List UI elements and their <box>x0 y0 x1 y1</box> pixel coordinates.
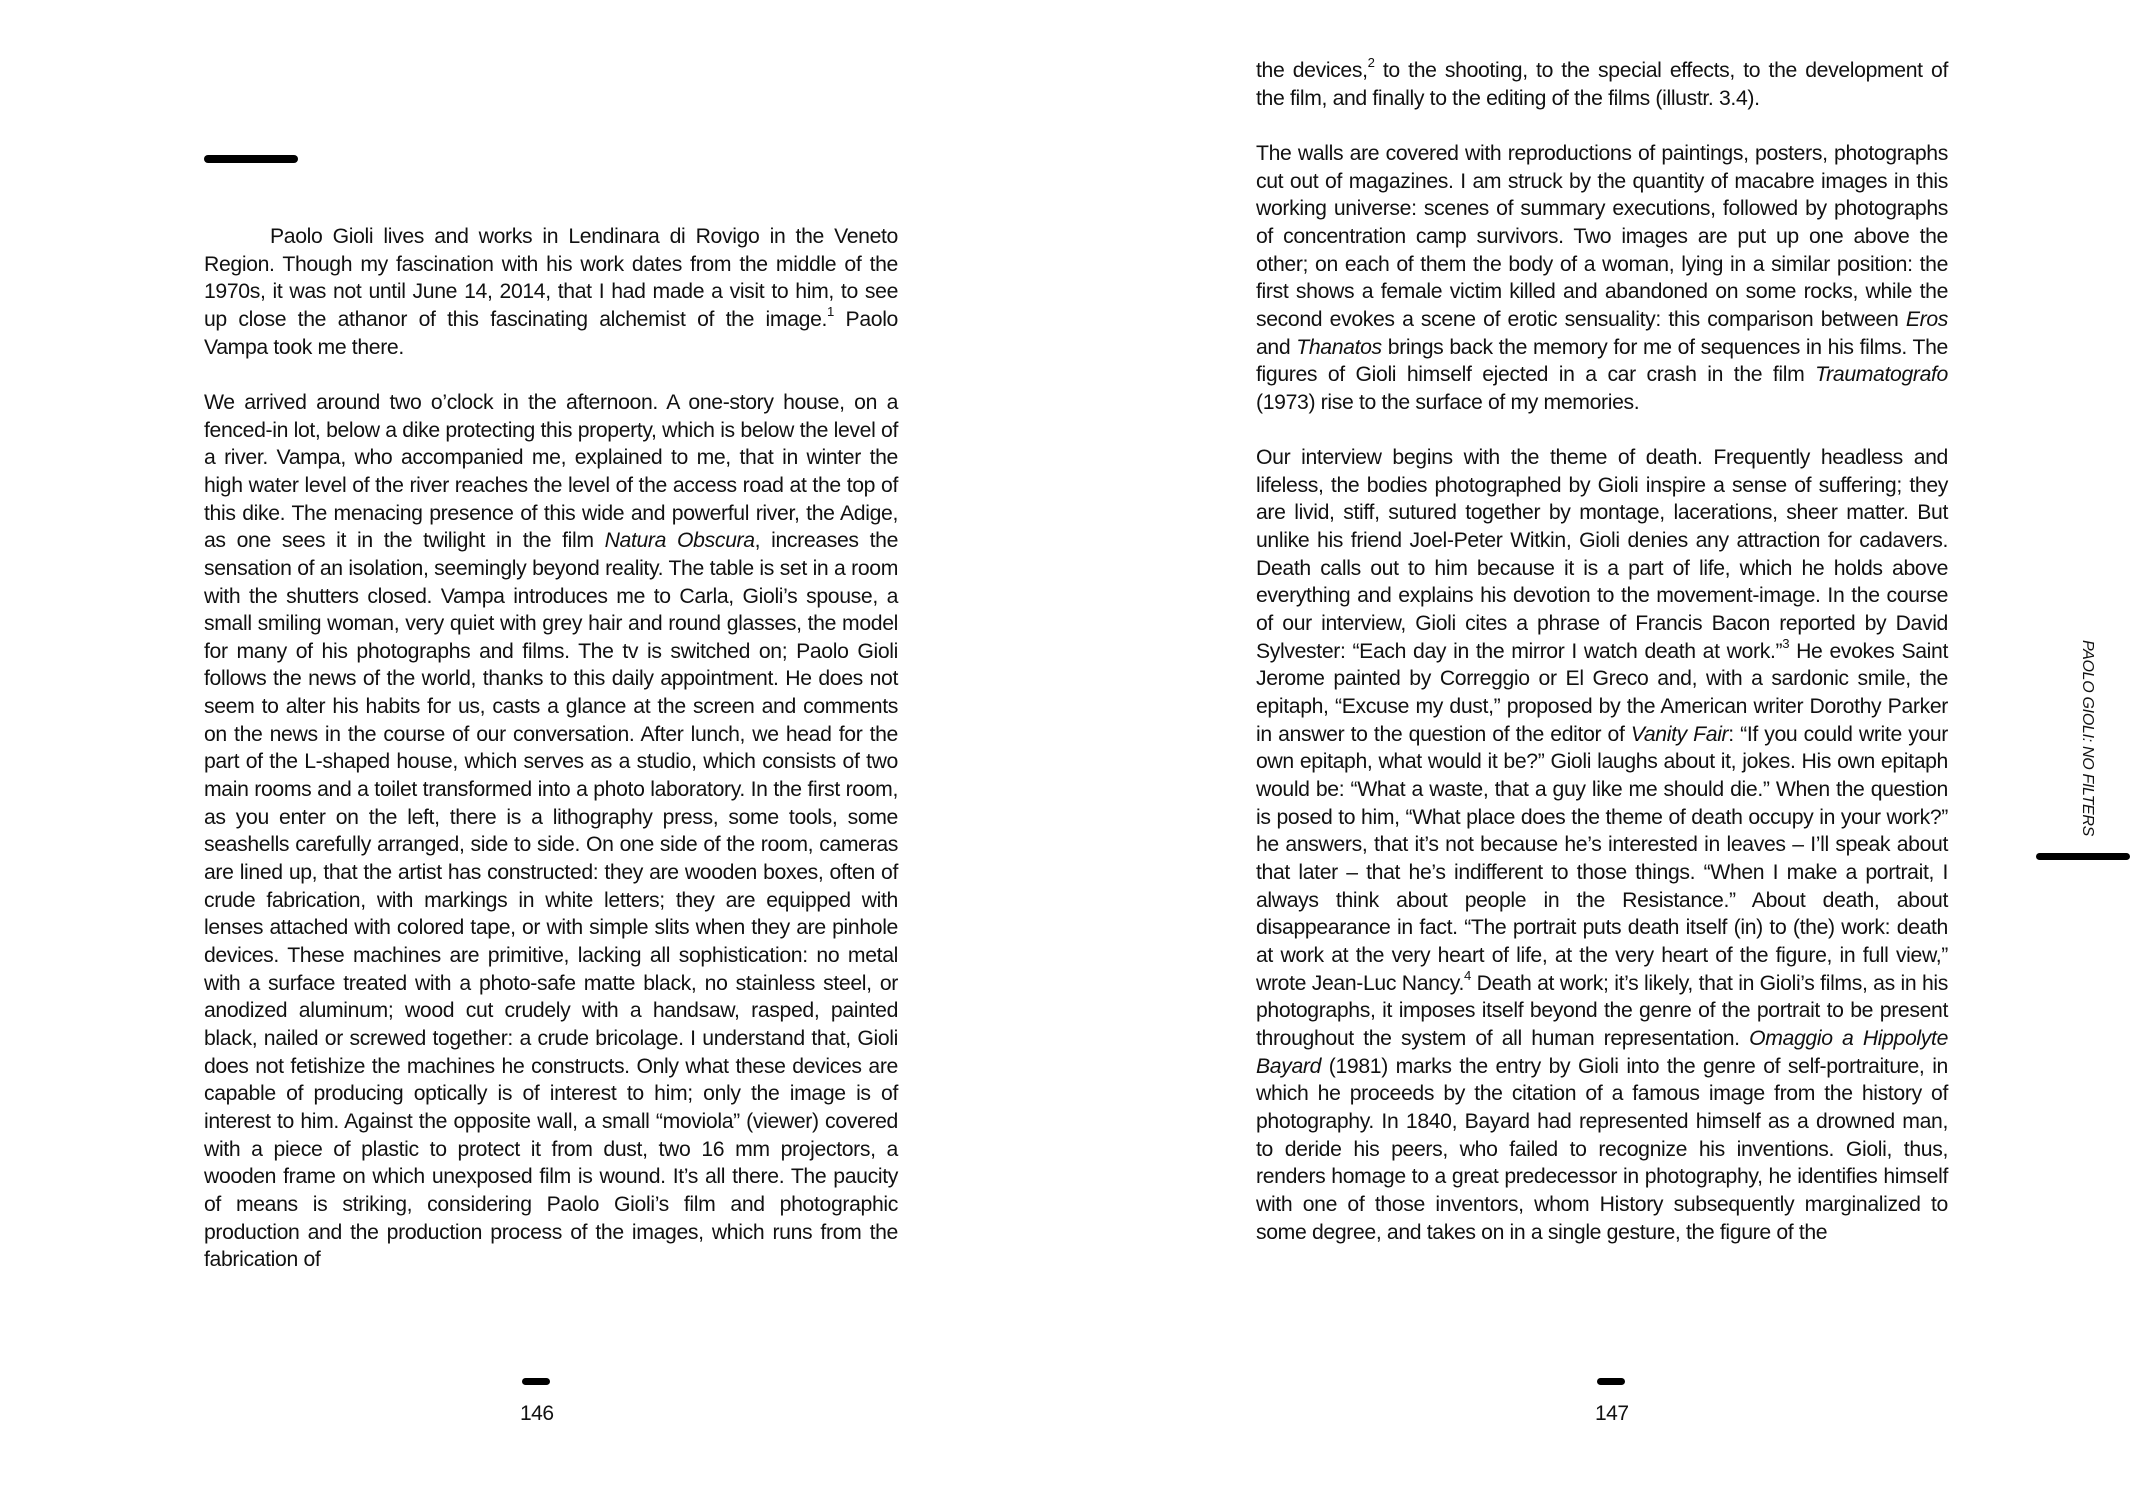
side-rule-decoration <box>2036 853 2130 860</box>
text-run: to the shooting, to the special effects, to the development of the film, and finally to the editing of the films (illustr. 3.4). <box>1256 59 1948 110</box>
top-rule-decoration <box>204 155 298 163</box>
paragraph <box>1256 444 1948 1246</box>
italic-title: Traumatografo <box>1815 363 1948 387</box>
text-run: Paolo Gioli lives and works in Lendinara di Rovigo in the Veneto Region. Though my fascination with his work dates from the middle of the 1970s, it was not until June 14, 2014, that I had made a visit to him, to see up close the athanor of this fascinating alchemist of the image. <box>204 225 898 331</box>
page-number: 147 <box>1595 1402 1629 1425</box>
right-page-body <box>1256 54 1949 1246</box>
italic-title: Omaggio a Hippolyte Bayard <box>1256 1026 1948 1078</box>
italic-title: Eros <box>1905 307 1948 331</box>
text-run: The walls are covered with reproductions of paintings, posters, photographs cut out of magazines. I am struck by the quantity of macabre images in this working universe: scenes of summary executions, followed by photographs of concentration camp survivors. Two images are put up one above the other; on each of them the body of a woman, lying in a similar position: the first shows a female victim killed and abandoned on some rocks, while the second evokes a scene of erotic sensuality: this comparison between <box>1256 141 1948 331</box>
running-head <box>2076 640 2098 836</box>
folio-rule-decoration <box>1597 1378 1625 1385</box>
paragraph <box>1256 54 1948 112</box>
text-run: the devices, <box>1256 59 1368 82</box>
paragraph <box>1256 140 1948 417</box>
footnote-reference: 4 <box>1464 967 1471 983</box>
text-run: and <box>1256 335 1297 359</box>
text-run: (1973) rise to the surface of my memories. <box>1256 390 1640 414</box>
italic-title: Vanity Fair <box>1630 722 1729 746</box>
text-run: Death at work; it’s likely, that in Gioli’s films, as in his photographs, it imposes itself beyond the genre of the portrait to be present throughout the system of all human representation. <box>1256 971 1948 1050</box>
text-run: Our interview begins with the theme of death. Frequently headless and lifeless, the bodies photographed by Gioli inspire a sense of suffering; they are livid, stiff, sutured together by montage, lacerations, sheer matter. But unlike his friend Joel-Peter Witkin, Gioli denies any attraction for cadavers. Death calls out to him because it is a part of life, which he holds above everything and explains his devotion to the movement-image. In the course of our interview, Gioli cites a phrase of Francis Bacon reported by David Sylvester: “Each day in the mirror I watch death at work.” <box>1256 446 1948 663</box>
text-run: He evokes Saint Jerome painted by Correggio or El Greco and, with a sardonic smile, the epitaph, “Excuse my dust,” proposed by the American writer Dorothy Parker in answer to the question of the editor of <box>1256 639 1948 746</box>
italic-title: Natura Obscura <box>604 529 755 553</box>
footnote-reference: 3 <box>1782 635 1790 651</box>
text-run: (1981) marks the entry by Gioli into the genre of self-portraiture, in which he proceeds by the citation of a famous image from the history of photography. In 1840, Bayard had represented himself as a drowned man, to deride his peers, who failed to recognize his inventions. Gioli, thus, renders homage to a great predecessor in photography, he identifies himself with one of those inventors, whom History subsequently marginalized to some degree, and takes on in a single gesture, the figure of the <box>1256 1054 1948 1244</box>
text-run: We arrived around two o’clock in the afternoon. A one-story house, on a fenced-in lot, below a dike protecting this property, which is below the level of a river. Vampa, who accompanied me, explained to me, that in winter the high water level of the river reaches the level of the access road at the top of this dike. The menacing presence of this wide and powerful river, the Adige, as one sees it in the twilight in the film <box>204 390 898 553</box>
footnote-reference: 2 <box>1367 54 1375 70</box>
page-number: 146 <box>520 1402 554 1425</box>
text-run: Paolo Vampa took me there. <box>204 307 898 359</box>
paragraph <box>204 223 898 361</box>
folio-rule-decoration <box>522 1378 550 1385</box>
footnote-reference: 1 <box>827 303 834 319</box>
text-run: , increases the sensation of an isolation, seemingly beyond reality. The table is set in a room with the shutters closed. Vampa introduces me to Carla, Gioli’s spouse, a small smiling woman, very quiet with grey hair and round glasses, the model for many of his photographs and films. The tv is switched on; Paolo Gioli follows the news of the world, thanks to this daily appointment. He does not seem to alter his habits for us, casts a glance at the screen and comments on the news in the course of our conversation. After lunch, we head for the part of the L-shaped house, which serves as a studio, which consists of two main rooms and a toilet transformed into a photo laboratory. In the first room, as you enter on the left, there is a lithography press, some tools, some seashells carefully arranged, side to side. On one side of the room, cameras are lined up, that the artist has constructed: they are wooden boxes, often of crude fabrication, with markings in white letters; they are equipped with lenses attached with colored tape, or with simple slits when they are pinhole devices. These machines are primitive, lacking all sophistication: no metal with a surface treated with a photo-safe matte black, no stainless steel, or anodized aluminum; wood cut crudely with a handsaw, rasped, painted black, nailed or screwed together: a crude bricolage. I understand that, Gioli does not fetishize the machines he constructs. Only what these devices are capable of producing optically is of interest to him; only the image is of interest to him. Against the opposite wall, a small “moviola” (viewer) covered with a piece of plastic to protect it from dust, two 16 mm projectors, a wooden frame on which unexposed film is wound. It’s all there. The paucity of means is striking, considering Paolo Gioli’s film and photographic production and the production process of the images, which runs from the fabrication of <box>204 529 898 1272</box>
left-page-body <box>204 223 898 1274</box>
running-head-text: PAOLO GIOLI: NO FILTERS <box>2079 639 2096 837</box>
text-run: brings back the memory for me of sequences in his films. The figures of Gioli himself ejected in a car crash in the film <box>1256 335 1948 387</box>
text-run: : “If you could write your own epitaph, what would it be?” Gioli laughs about it, jokes. His own epitaph would be: “What a waste, that a guy like me should die.” When the question is posed to him, “What place does the theme of death occupy in your work?” he answers, that it’s not because he’s interested in leaves – I’ll speak about that later – that he’s indifferent to those things. “When I make a portrait, I always think about people in the Resistance.” About death, about disappearance in fact. “The portrait puts death itself (in) to (the) work: death at work at the very heart of life, at the very heart of the figure, in full view,” wrote Jean-Luc Nancy. <box>1256 722 1949 995</box>
paragraph <box>204 389 898 1274</box>
italic-title: Thanatos <box>1296 335 1382 359</box>
right-page <box>1076 0 2152 1500</box>
